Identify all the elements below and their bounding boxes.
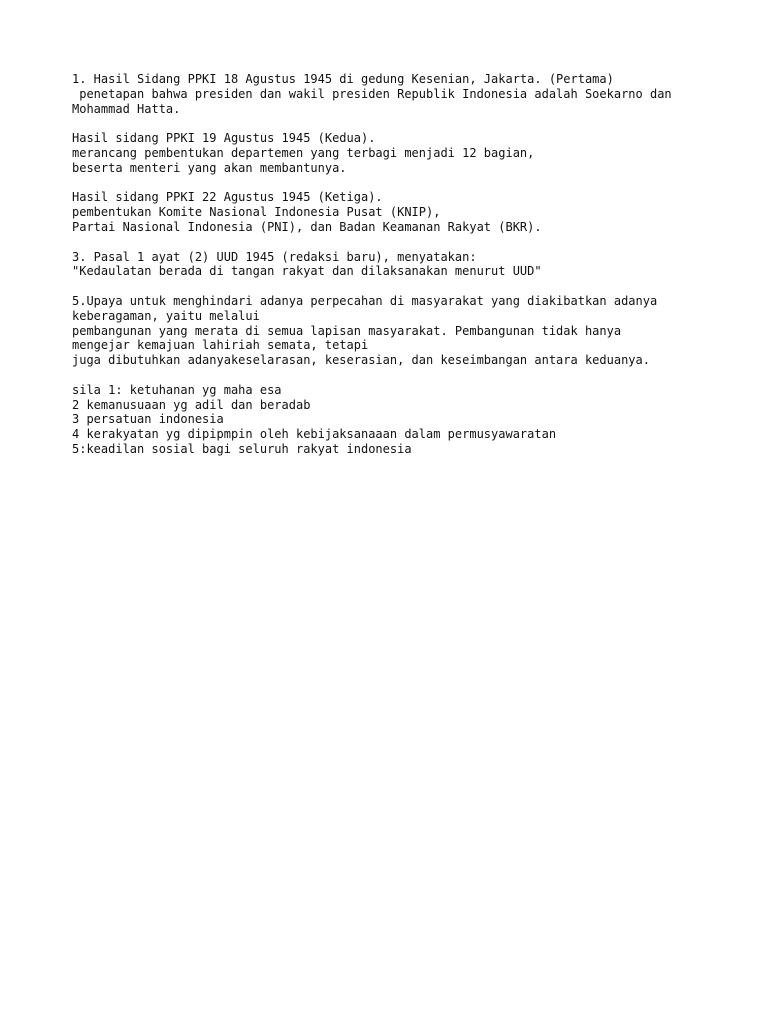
paragraph-sila-list [72, 383, 712, 457]
text-line: 1. Hasil Sidang PPKI 18 Agustus 1945 di gedung Kesenian, Jakarta. (Pertama) [72, 72, 614, 86]
text-line: 3. Pasal 1 ayat (2) UUD 1945 (redaksi baru), menyatakan: [72, 249, 477, 264]
text-line: Mohammad Hatta. [72, 101, 181, 116]
text-line: penetapan bahwa presiden dan wakil presiden Republik Indonesia adalah Soekarno dan [72, 86, 672, 101]
text-line: Hasil sidang PPKI 19 Agustus 1945 (Kedua). [72, 131, 376, 146]
list-item: 4 kerakyatan yg dipipmpin oleh kebijaksanaaan dalam permusyawaratan [72, 427, 557, 442]
paragraph-pasal-uud [72, 250, 712, 280]
list-item: 5:keadilan sosial bagi seluruh rakyat indonesia [72, 441, 412, 456]
list-item: 3 persatuan indonesia [72, 412, 224, 427]
text-line: mengejar kemajuan lahiriah semata, tetapi [72, 338, 369, 353]
paragraph-sidang-kedua [72, 131, 712, 175]
text-line: pembentukan Komite Nasional Indonesia Pusat (KNIP), [72, 205, 441, 220]
document-page [72, 72, 712, 472]
text-line: pembangunan yang merata di semua lapisan masyarakat. Pembangunan tidak hanya [72, 323, 622, 338]
paragraph-sidang-pertama [72, 72, 712, 116]
text-line: "Kedaulatan berada di tangan rakyat dan dilaksanakan menurut UUD" [72, 264, 542, 279]
list-item: 2 kemanusuaan yg adil dan beradab [72, 397, 311, 412]
paragraph-upaya-perpecahan [72, 294, 712, 368]
list-item: sila 1: ketuhanan yg maha esa [72, 382, 282, 397]
text-line: Hasil sidang PPKI 22 Agustus 1945 (Ketiga). [72, 190, 383, 205]
text-line: juga dibutuhkan adanyakeselarasan, keserasian, dan keseimbangan antara keduanya. [72, 353, 650, 368]
paragraph-sidang-ketiga [72, 190, 712, 234]
text-line: merancang pembentukan departemen yang terbagi menjadi 12 bagian, [72, 145, 535, 160]
text-line: beserta menteri yang akan membantunya. [72, 160, 347, 175]
text-line: Partai Nasional Indonesia (PNI), dan Badan Keamanan Rakyat (BKR). [72, 219, 542, 234]
text-line: keberagaman, yaitu melalui [72, 308, 260, 323]
text-line: 5.Upaya untuk menghindari adanya perpecahan di masyarakat yang diakibatkan adanya [72, 293, 658, 308]
